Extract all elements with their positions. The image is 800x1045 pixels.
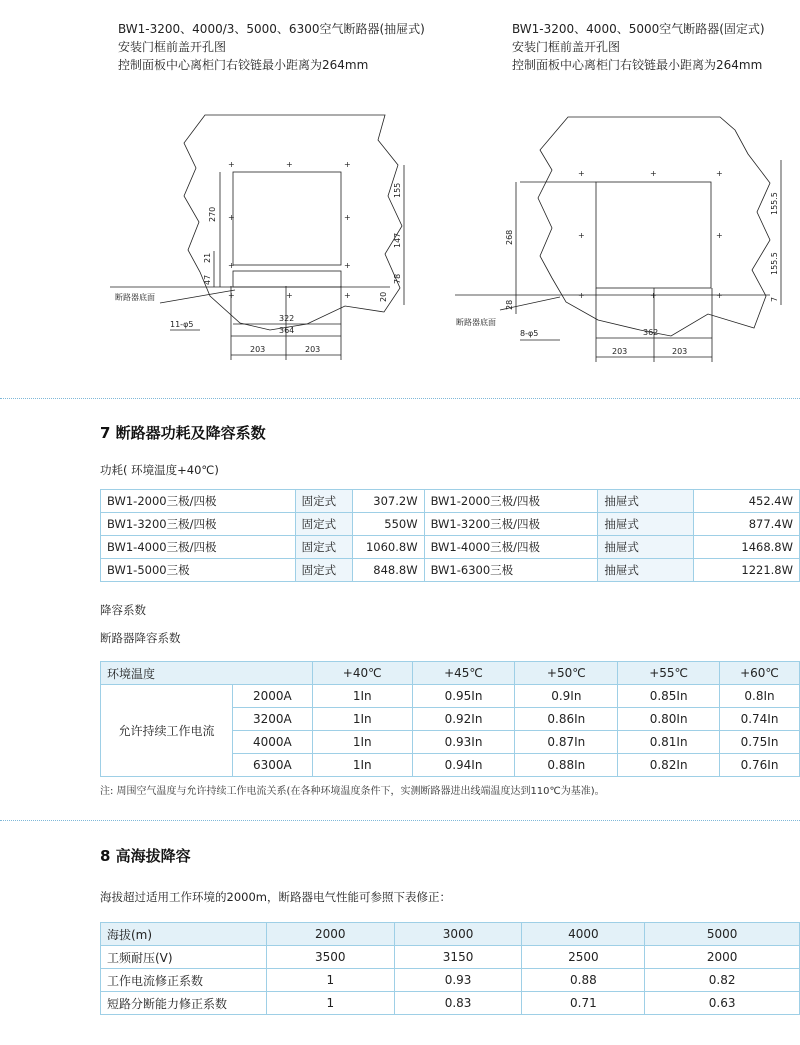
altitude-header-cell: 4000 (522, 923, 645, 946)
derate-cell: 0.8In (720, 685, 800, 708)
svg-text:+: + (578, 291, 585, 300)
power-cell: BW1-2000三极/四极 (101, 490, 296, 513)
power-cell: 550W (352, 513, 424, 536)
section-divider-2 (0, 820, 800, 821)
altitude-cell: 工频耐压(V) (101, 946, 267, 969)
derate-cell: 0.87In (515, 731, 618, 754)
power-cell: 抽屉式 (598, 490, 694, 513)
derate-cell: 4000A (232, 731, 312, 754)
right-dim-203-b: 203 (672, 347, 688, 356)
table-row (101, 513, 800, 536)
right-dim-268: 268 (505, 229, 514, 245)
right-holes-label: 8-φ5 (520, 329, 539, 338)
altitude-cell: 2500 (522, 946, 645, 969)
altitude-cell: 0.63 (645, 992, 800, 1015)
right-cutout-drawing (440, 100, 785, 370)
derate-header-cell: +60℃ (720, 662, 800, 685)
right-dim-203-a: 203 (612, 347, 628, 356)
table-row (101, 992, 800, 1015)
power-cell: 固定式 (295, 536, 352, 559)
power-title: 功耗( 环境温度+40℃) (100, 463, 219, 477)
derate-cell: 0.95In (412, 685, 515, 708)
power-cell: 848.8W (352, 559, 424, 582)
svg-text:+: + (228, 261, 235, 270)
derate-cell: 0.74In (720, 708, 800, 731)
power-cell: BW1-4000三极/四极 (101, 536, 296, 559)
derate-cell: 3200A (232, 708, 312, 731)
power-cell: 1060.8W (352, 536, 424, 559)
derate-header-cell: 环境温度 (101, 662, 313, 685)
right-dim-155-5-a: 155.5 (770, 192, 779, 215)
altitude-header-cell: 3000 (394, 923, 522, 946)
left-dim-20: 20 (379, 291, 388, 302)
left-dim-364: 364 (279, 326, 295, 335)
derate-cell: 1In (312, 754, 412, 777)
derate-cell: 0.86In (515, 708, 618, 731)
altitude-cell: 工作电流修正系数 (101, 969, 267, 992)
power-cell: BW1-6300三极 (424, 559, 598, 582)
altitude-cell: 1 (266, 992, 394, 1015)
right-caption-line-1: BW1-3200、4000、5000空气断路器(固定式) (512, 22, 765, 36)
derate-table (100, 661, 800, 777)
svg-text:+: + (578, 231, 585, 240)
left-caption-line-1: BW1-3200、4000/3、5000、6300空气断路器(抽屉式) (118, 22, 425, 36)
power-cell: 抽屉式 (598, 559, 694, 582)
table-row (101, 662, 800, 685)
power-cell: BW1-4000三极/四极 (424, 536, 598, 559)
altitude-cell: 1 (266, 969, 394, 992)
left-caption-line-2: 安装门框前盖开孔图 (118, 40, 227, 54)
altitude-cell: 3150 (394, 946, 522, 969)
svg-text:+: + (650, 291, 657, 300)
power-cell: 固定式 (295, 490, 352, 513)
derate-cell: 0.85In (618, 685, 720, 708)
left-dim-147: 147 (393, 232, 402, 248)
left-caption-line-3: 控制面板中心离柜门右铰链最小距离为264mm (118, 58, 369, 72)
derate-note: 注: 周围空气温度与允许持续工作电流关系(在各种环境温度条件下，实测断路器进出线端温度达到110℃为基准)。 (100, 786, 605, 797)
derate-subtitle: 断路器降容系数 (100, 631, 181, 645)
section8-title: 8 高海拔降容 (100, 847, 191, 865)
power-cell: 固定式 (295, 513, 352, 536)
left-dim-155: 155 (393, 182, 402, 198)
derate-cell: 1In (312, 685, 412, 708)
svg-text:+: + (228, 291, 235, 300)
altitude-cell: 3500 (266, 946, 394, 969)
svg-text:+: + (716, 231, 723, 240)
table-row (101, 685, 800, 708)
altitude-cell: 0.83 (394, 992, 522, 1015)
right-dim-362: 362 (643, 328, 659, 337)
altitude-table (100, 922, 800, 1015)
power-table (100, 489, 800, 582)
power-cell: 452.4W (694, 490, 800, 513)
derate-cell: 0.80In (618, 708, 720, 731)
left-base-label: 断路器底面 (115, 293, 155, 302)
right-dim-28: 28 (505, 299, 514, 310)
svg-text:+: + (344, 213, 351, 222)
table-row (101, 490, 800, 513)
right-diagram-caption (512, 20, 765, 74)
derate-cell: 0.76In (720, 754, 800, 777)
derate-cell: 2000A (232, 685, 312, 708)
altitude-cell: 0.93 (394, 969, 522, 992)
table-row (101, 923, 800, 946)
left-diagram-caption (118, 20, 425, 74)
altitude-cell: 2000 (645, 946, 800, 969)
svg-text:+: + (650, 169, 657, 178)
altitude-cell: 短路分断能力修正系数 (101, 992, 267, 1015)
derate-header-cell: +50℃ (515, 662, 618, 685)
derate-cell: 0.88In (515, 754, 618, 777)
table-row (101, 969, 800, 992)
right-caption-line-2: 安装门框前盖开孔图 (512, 40, 621, 54)
power-cell: 1468.8W (694, 536, 800, 559)
derate-cell: 0.82In (618, 754, 720, 777)
derate-cell: 6300A (232, 754, 312, 777)
left-dim-203-b: 203 (305, 345, 321, 354)
altitude-intro: 海拔超过适用工作环境的2000m，断路器电气性能可参照下表修正： (100, 890, 451, 904)
derate-cell: 0.81In (618, 731, 720, 754)
power-cell: 固定式 (295, 559, 352, 582)
table-row (101, 559, 800, 582)
derate-header-cell: +55℃ (618, 662, 720, 685)
svg-text:+: + (228, 213, 235, 222)
right-base-label: 断路器底面 (456, 318, 496, 327)
table-row (101, 946, 800, 969)
svg-text:+: + (344, 160, 351, 169)
altitude-header-cell: 海拔(m) (101, 923, 267, 946)
power-cell: BW1-2000三极/四极 (424, 490, 598, 513)
power-cell: 抽屉式 (598, 513, 694, 536)
power-cell: BW1-3200三极/四极 (101, 513, 296, 536)
svg-text:+: + (286, 291, 293, 300)
derate-cell: 1In (312, 708, 412, 731)
power-cell: 307.2W (352, 490, 424, 513)
section7-title: 7 断路器功耗及降容系数 (100, 424, 266, 442)
derate-header-cell: +45℃ (412, 662, 515, 685)
power-cell: 877.4W (694, 513, 800, 536)
left-holes-label: 11-φ5 (170, 320, 194, 329)
derate-group-label: 允许持续工作电流 (101, 685, 233, 777)
left-dim-270: 270 (208, 206, 217, 222)
altitude-header-cell: 5000 (645, 923, 800, 946)
power-cell: 1221.8W (694, 559, 800, 582)
svg-text:+: + (344, 261, 351, 270)
derate-cell: 0.75In (720, 731, 800, 754)
derate-cell: 0.94In (412, 754, 515, 777)
section-divider-1 (0, 398, 800, 399)
derate-title: 降容系数 (100, 603, 146, 617)
derate-cell: 0.93In (412, 731, 515, 754)
left-cutout-drawing (95, 100, 415, 370)
altitude-cell: 0.82 (645, 969, 800, 992)
right-dim-155-5-b: 155.5 (770, 252, 779, 275)
derate-cell: 1In (312, 731, 412, 754)
right-caption-line-3: 控制面板中心离柜门右铰链最小距离为264mm (512, 58, 763, 72)
left-dim-203-a: 203 (250, 345, 266, 354)
power-cell: BW1-5000三极 (101, 559, 296, 582)
left-dim-322: 322 (279, 314, 295, 323)
left-dim-78: 78 (393, 273, 402, 284)
svg-text:+: + (228, 160, 235, 169)
altitude-header-cell: 2000 (266, 923, 394, 946)
derate-header-cell: +40℃ (312, 662, 412, 685)
altitude-cell: 0.71 (522, 992, 645, 1015)
altitude-cell: 0.88 (522, 969, 645, 992)
derate-cell: 0.9In (515, 685, 618, 708)
svg-text:+: + (716, 291, 723, 300)
derate-cell: 0.92In (412, 708, 515, 731)
left-dim-21: 21 (203, 252, 212, 263)
svg-text:+: + (344, 291, 351, 300)
left-dim-47: 47 (203, 274, 212, 285)
svg-text:+: + (716, 169, 723, 178)
power-cell: BW1-3200三极/四极 (424, 513, 598, 536)
svg-text:+: + (286, 160, 293, 169)
power-cell: 抽屉式 (598, 536, 694, 559)
right-dim-7: 7 (770, 296, 779, 302)
table-row (101, 536, 800, 559)
svg-text:+: + (578, 169, 585, 178)
